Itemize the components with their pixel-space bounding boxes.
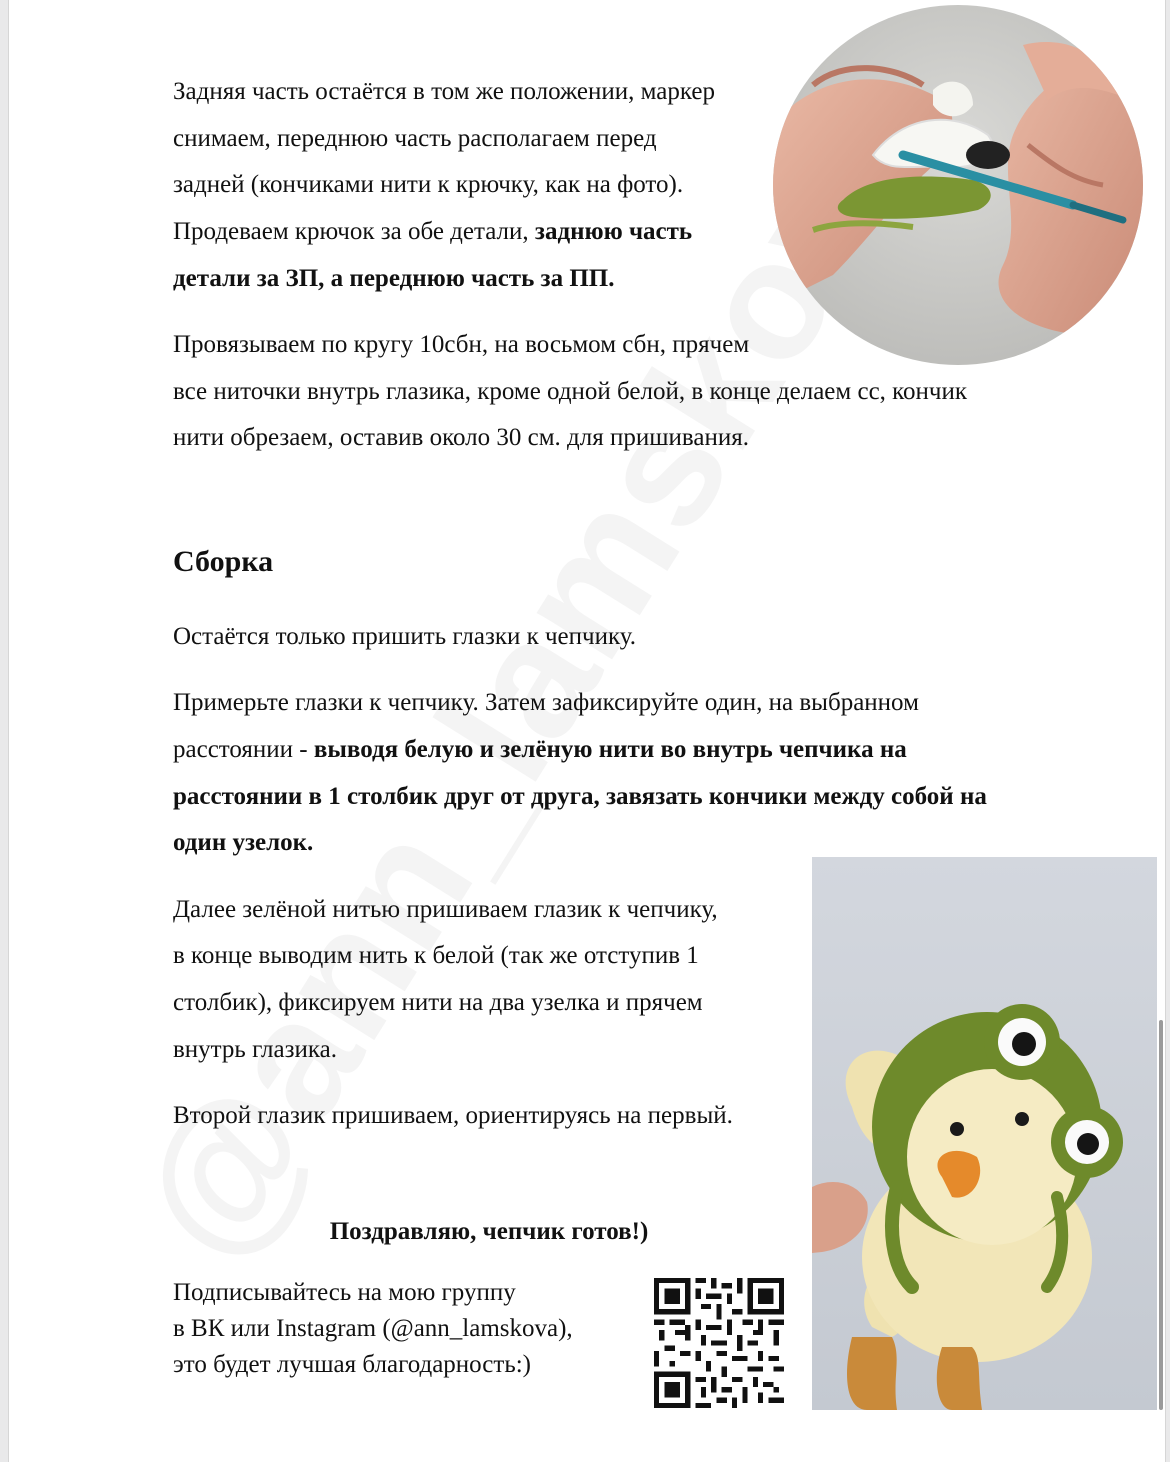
paragraph-1-line-5 [173,255,614,302]
qr-code[interactable] [654,1278,784,1408]
subscribe-line-2: в ВК или Instagram (@ann_lamskova), [173,1315,573,1342]
congratulations-line: Поздравляю, чепчик готов!) [329,1218,649,1245]
paragraph-4-line-2-bold: выводя белую и зелёную нити во внутрь чепчика на [313,736,907,763]
paragraph-1-line-2: снимаем, переднюю часть располагаем перед [173,125,657,152]
hook-technique-illustration [773,5,1143,365]
paragraph-2-line-3: нити обрезаем, оставив около 30 см. для пришивания. [173,424,749,451]
paragraph-2-line-2: все ниточки внутрь глазика, кроме одной белой, в конце делаем сс, кончик [173,378,968,405]
hook-technique-photo [773,5,1143,365]
paragraph-1-line-3: задней (кончиками нити к крючку, как на фото). [173,171,684,198]
paragraph-5-line-2: в конце выводим нить к белой (так же отступив 1 [173,942,699,969]
paragraph-3: Остаётся только пришить глазки к чепчику. [173,623,637,650]
paragraph-4-line-3-bold: расстоянии в 1 столбик друг от друга, завязать кончики между собой на [173,783,987,810]
paragraph-4-line-1: Примерьте глазки к чепчику. Затем зафиксируйте один, на выбранном [173,689,919,716]
paragraph-1-line-4-bold: заднюю часть [534,218,693,245]
subscribe-text [173,1275,573,1383]
paragraph-5-line-3: столбик), фиксируем нити на два узелка и прячем [173,989,703,1016]
paragraph-2-line-1: Провязываем по кругу 10сбн, на восьмом сбн, прячем [173,331,750,358]
document-page [8,0,1166,1462]
paragraph-6: Второй глазик пришиваем, ориентируясь на первый. [173,1102,733,1129]
finished-toy-photo [812,857,1157,1410]
subscribe-line-3: это будет лучшая благодарность:) [173,1351,531,1378]
finished-toy-illustration [812,857,1157,1410]
paragraph-1-line-5-bold: детали за ЗП, а переднюю часть за ПП. [173,265,615,292]
paragraph-4-line-3 [173,773,987,820]
subscribe-line-1: Подписывайтесь на мою группу [173,1279,516,1306]
section-heading-assembly: Сборка [173,545,274,578]
paragraph-5-line-4: внутрь глазика. [173,1036,337,1063]
scrollbar[interactable] [1159,1020,1163,1410]
paragraph-4-line-2-regular: расстоянии - [173,736,314,763]
paragraph-4-line-4 [173,819,313,866]
paragraph-1-line-1: Задняя часть остаётся в том же положении, маркер [173,78,716,105]
paragraph-1-line-4-regular: Продеваем крючок за обе детали, [173,218,535,245]
paragraph-5-line-1: Далее зелёной нитью пришиваем глазик к чепчику, [173,896,718,923]
paragraph-1-line-4 [173,208,692,255]
paragraph-4-line-2 [173,726,907,773]
paragraph-4-line-4-bold: один узелок. [173,829,314,856]
